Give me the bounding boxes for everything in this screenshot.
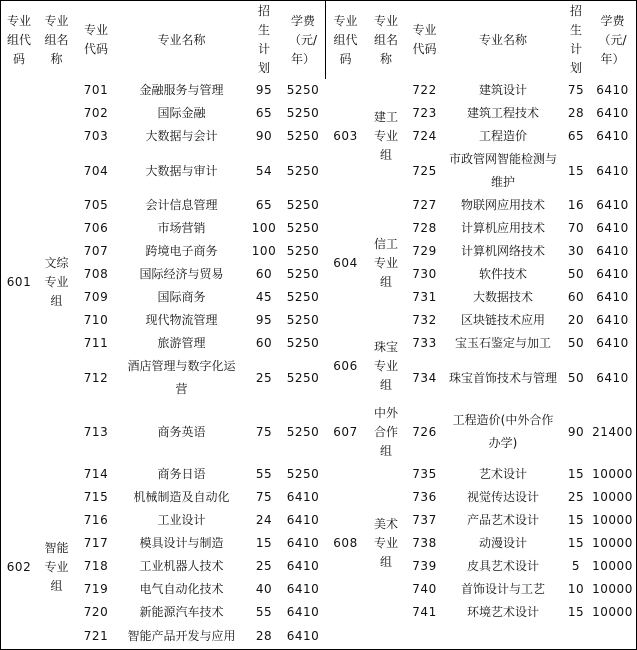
- major-code: 707: [76, 240, 117, 264]
- major-name: 计算机应用技术: [443, 217, 564, 241]
- enrollment-plan: 55: [247, 601, 282, 625]
- major-name: 区块链技术应用: [443, 309, 564, 333]
- major-code: 731: [406, 286, 444, 310]
- tuition-fee: 6410: [589, 263, 637, 287]
- major-code: 733: [406, 332, 444, 356]
- tuition-fee: 6410: [281, 601, 326, 625]
- enrollment-plan: 25: [563, 486, 590, 510]
- header-group-code-right: 专业组代码: [325, 0, 367, 80]
- major-code: 727: [406, 194, 444, 218]
- tuition-fee: 5250: [281, 332, 326, 356]
- group-code-606: 606: [325, 332, 367, 402]
- major-code: 737: [406, 509, 444, 533]
- major-code: 701: [76, 79, 117, 103]
- enrollment-plan: 60: [563, 286, 590, 310]
- tuition-fee: 6410: [281, 509, 326, 533]
- major-code: 719: [76, 578, 117, 602]
- major-code: 720: [76, 601, 117, 625]
- enrollment-plan: 10: [563, 578, 590, 602]
- tuition-fee: 5250: [281, 194, 326, 218]
- tuition-fee: 6410: [281, 555, 326, 579]
- major-name: 环境艺术设计: [443, 601, 564, 625]
- enrollment-plan: 50: [563, 355, 590, 402]
- header-plan: 招生计划: [247, 0, 282, 80]
- tuition-fee: 6410: [589, 332, 637, 356]
- major-code: 732: [406, 309, 444, 333]
- major-name: 工业设计: [116, 509, 248, 533]
- tuition-fee: 5250: [281, 217, 326, 241]
- major-code: 725: [406, 148, 444, 195]
- major-code: 741: [406, 601, 444, 625]
- enrollment-plan: 40: [247, 578, 282, 602]
- group-code-608: 608: [325, 463, 367, 625]
- enrollment-plan: 100: [247, 217, 282, 241]
- major-name: 现代物流管理: [116, 309, 248, 333]
- enrollment-plan: 75: [563, 79, 590, 103]
- enrollment-plan: 50: [563, 263, 590, 287]
- tuition-fee: 5250: [281, 148, 326, 195]
- major-name: 软件技术: [443, 263, 564, 287]
- group-code-602: 602: [0, 486, 38, 650]
- tuition-fee: 6410: [589, 125, 637, 149]
- enrollment-plan: 75: [247, 401, 282, 464]
- enrollment-plan: 60: [247, 332, 282, 356]
- major-name: 计算机网络技术: [443, 240, 564, 264]
- major-code: 711: [76, 332, 117, 356]
- major-name: 会计信息管理: [116, 194, 248, 218]
- major-code: 709: [76, 286, 117, 310]
- enrollment-plan: 90: [247, 125, 282, 149]
- tuition-fee: 6410: [281, 486, 326, 510]
- major-code: 730: [406, 263, 444, 287]
- group-code-604: 604: [325, 194, 367, 333]
- tuition-fee: 6410: [281, 624, 326, 650]
- enrollment-plan: 20: [563, 309, 590, 333]
- tuition-fee: 6410: [589, 217, 637, 241]
- major-name: 建筑工程技术: [443, 102, 564, 126]
- tuition-fee: 5250: [281, 125, 326, 149]
- tuition-fee: 5250: [281, 463, 326, 487]
- tuition-fee: 5250: [281, 102, 326, 126]
- tuition-fee: 5250: [281, 355, 326, 402]
- header-group-name-right: 专业组名称: [366, 0, 407, 80]
- major-name: 模具设计与制造: [116, 532, 248, 556]
- major-code: 721: [76, 624, 117, 650]
- major-code: 708: [76, 263, 117, 287]
- enrollment-plan: 54: [247, 148, 282, 195]
- major-code: 706: [76, 217, 117, 241]
- major-name: 新能源汽车技术: [116, 601, 248, 625]
- group-code-607: 607: [325, 401, 367, 464]
- enrollment-plan: 30: [563, 240, 590, 264]
- tuition-fee: 10000: [589, 555, 637, 579]
- header-major-code: 专业代码: [76, 0, 117, 80]
- enrollment-plan: 15: [247, 532, 282, 556]
- enrollment-plan: 24: [247, 509, 282, 533]
- major-name: 建筑设计: [443, 79, 564, 103]
- enrollment-plan: 70: [563, 217, 590, 241]
- major-code: 739: [406, 555, 444, 579]
- major-name: 视觉传达设计: [443, 486, 564, 510]
- major-code: 718: [76, 555, 117, 579]
- major-code: 723: [406, 102, 444, 126]
- group-name-606: 珠宝专业组: [366, 332, 407, 402]
- header-group-name: 专业组名称: [37, 0, 77, 80]
- enrollment-plan: 25: [247, 355, 282, 402]
- major-code: 734: [406, 355, 444, 402]
- enrollment-plan: 65: [247, 102, 282, 126]
- major-name: 宝玉石鉴定与加工: [443, 332, 564, 356]
- tuition-fee: 10000: [589, 486, 637, 510]
- major-name: 大数据与会计: [116, 125, 248, 149]
- header-group-code: 专业组代码: [0, 0, 38, 80]
- enrollment-plan: 45: [247, 286, 282, 310]
- major-name: 智能产品开发与应用: [116, 624, 248, 650]
- tuition-fee: 5250: [281, 79, 326, 103]
- tuition-fee: 5250: [281, 263, 326, 287]
- tuition-fee: 6410: [589, 309, 637, 333]
- major-name: 工程造价(中外合作办学): [443, 401, 564, 464]
- group-name-603: 建工专业组: [366, 79, 407, 195]
- enrollment-plan: 65: [563, 125, 590, 149]
- enrollment-plan: 25: [247, 555, 282, 579]
- major-code: 724: [406, 125, 444, 149]
- major-code: 702: [76, 102, 117, 126]
- tuition-fee: 6410: [281, 578, 326, 602]
- major-code: 710: [76, 309, 117, 333]
- tuition-fee: 6410: [589, 286, 637, 310]
- major-name: 国际商务: [116, 286, 248, 310]
- major-code: 715: [76, 486, 117, 510]
- enrollment-plan: 15: [563, 463, 590, 487]
- tuition-fee: 10000: [589, 578, 637, 602]
- enrollment-plan: 75: [247, 486, 282, 510]
- major-name: 工业机器人技术: [116, 555, 248, 579]
- major-code: 738: [406, 532, 444, 556]
- major-name: 珠宝首饰技术与管理: [443, 355, 564, 402]
- major-name: 艺术设计: [443, 463, 564, 487]
- tuition-fee: 6410: [589, 102, 637, 126]
- header-plan-right: 招生计划: [563, 0, 590, 80]
- group-name-604: 信工专业组: [366, 194, 407, 333]
- enrollment-plan: 65: [247, 194, 282, 218]
- major-name: 金融服务与管理: [116, 79, 248, 103]
- group-code-603: 603: [325, 79, 367, 195]
- group-name-607: 中外合作组: [366, 401, 407, 464]
- major-name: 电气自动化技术: [116, 578, 248, 602]
- major-code: 717: [76, 532, 117, 556]
- major-name: 商务英语: [116, 401, 248, 464]
- enrollment-plan: 28: [247, 624, 282, 650]
- major-code: 728: [406, 217, 444, 241]
- header-major-code-right: 专业代码: [406, 0, 444, 80]
- enrollment-plan: 50: [563, 332, 590, 356]
- header-fee: 学费（元/年）: [281, 0, 326, 80]
- tuition-fee: 6410: [589, 240, 637, 264]
- major-code: 714: [76, 463, 117, 487]
- major-name: 皮具艺术设计: [443, 555, 564, 579]
- major-name: 跨境电子商务: [116, 240, 248, 264]
- major-name: 产品艺术设计: [443, 509, 564, 533]
- major-name: 国际金融: [116, 102, 248, 126]
- major-code: 729: [406, 240, 444, 264]
- major-name: 机械制造及自动化: [116, 486, 248, 510]
- tuition-fee: 5250: [281, 309, 326, 333]
- major-code: 726: [406, 401, 444, 464]
- group-name-608: 美术专业组: [366, 463, 407, 625]
- tuition-fee: 6410: [589, 355, 637, 402]
- header-fee-right: 学费（元/年）: [589, 0, 637, 80]
- enrollment-plan: 15: [563, 601, 590, 625]
- enrollment-plan: 16: [563, 194, 590, 218]
- enrollment-plan: 28: [563, 102, 590, 126]
- major-name: 酒店管理与数字化运营: [116, 355, 248, 402]
- header-major-name: 专业名称: [116, 0, 248, 80]
- enrollment-plan: 15: [563, 148, 590, 195]
- enrollment-plan: 100: [247, 240, 282, 264]
- tuition-fee: 10000: [589, 509, 637, 533]
- major-code: 703: [76, 125, 117, 149]
- tuition-fee: 5250: [281, 240, 326, 264]
- major-code: 722: [406, 79, 444, 103]
- group-name-602: 智能专业组: [37, 486, 77, 650]
- enrollment-plan: 90: [563, 401, 590, 464]
- major-code: 705: [76, 194, 117, 218]
- major-code: 740: [406, 578, 444, 602]
- empty-cell: [325, 624, 637, 650]
- major-name: 大数据技术: [443, 286, 564, 310]
- major-code: 716: [76, 509, 117, 533]
- enrollment-plan: 55: [247, 463, 282, 487]
- enrollment-plan: 15: [563, 509, 590, 533]
- tuition-fee: 6410: [281, 532, 326, 556]
- tuition-fee: 10000: [589, 532, 637, 556]
- enrollment-plan: 95: [247, 79, 282, 103]
- tuition-fee: 10000: [589, 463, 637, 487]
- tuition-fee: 6410: [589, 148, 637, 195]
- major-code: 713: [76, 401, 117, 464]
- tuition-fee: 5250: [281, 286, 326, 310]
- enrollment-plan: 15: [563, 532, 590, 556]
- header-major-name-right: 专业名称: [443, 0, 564, 80]
- major-name: 商务日语: [116, 463, 248, 487]
- major-name: 市政管网智能检测与维护: [443, 148, 564, 195]
- major-code: 704: [76, 148, 117, 195]
- major-name: 国际经济与贸易: [116, 263, 248, 287]
- group-name-601: 文综专业组: [37, 79, 77, 487]
- enrollment-plan: 60: [247, 263, 282, 287]
- major-name: 物联网应用技术: [443, 194, 564, 218]
- enrollment-plan: 5: [563, 555, 590, 579]
- tuition-fee: 21400: [589, 401, 637, 464]
- major-name: 市场营销: [116, 217, 248, 241]
- major-name: 旅游管理: [116, 332, 248, 356]
- major-name: 大数据与审计: [116, 148, 248, 195]
- tuition-fee: 10000: [589, 601, 637, 625]
- tuition-fee: 6410: [589, 79, 637, 103]
- tuition-fee: 6410: [589, 194, 637, 218]
- major-name: 首饰设计与工艺: [443, 578, 564, 602]
- tuition-fee: 5250: [281, 401, 326, 464]
- major-name: 工程造价: [443, 125, 564, 149]
- major-name: 动漫设计: [443, 532, 564, 556]
- group-code-601: 601: [0, 79, 38, 487]
- major-code: 736: [406, 486, 444, 510]
- enrollment-plan: 95: [247, 309, 282, 333]
- major-code: 712: [76, 355, 117, 402]
- major-code: 735: [406, 463, 444, 487]
